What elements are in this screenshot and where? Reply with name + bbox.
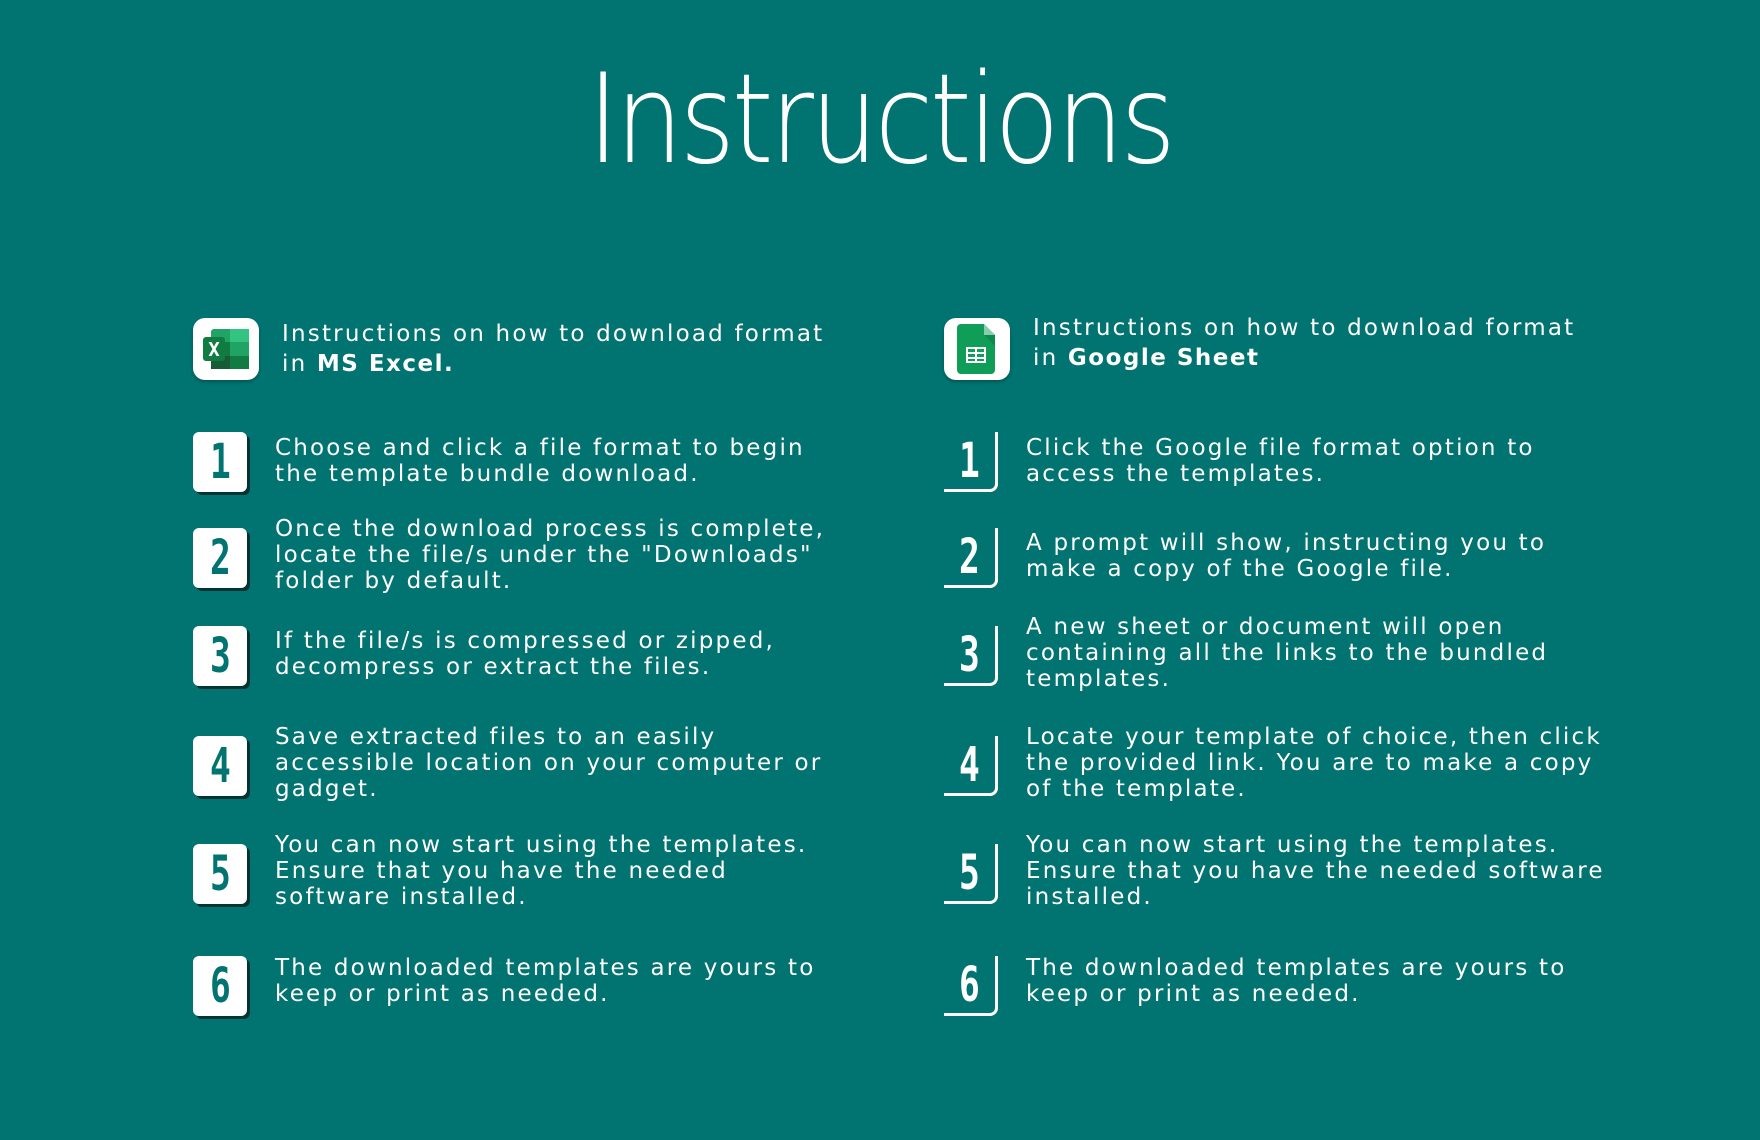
step-text: Locate your template of choice, then click the provided link. You are to make a copy of the template. <box>1026 724 1602 802</box>
excel-step-1 <box>193 432 835 492</box>
sheets-step-3 <box>944 614 1616 692</box>
step-number-badge: 1 <box>944 432 998 492</box>
microsoft-excel-icon <box>193 318 259 380</box>
excel-step-3 <box>193 626 835 686</box>
sheets-instructions-column <box>944 315 1605 1013</box>
step-number-badge: 3 <box>944 626 998 686</box>
excel-header-app-name: MS Excel. <box>316 351 455 377</box>
sheets-step-2 <box>944 528 1616 588</box>
sheets-step-6 <box>944 956 1616 1016</box>
step-number-badge: 4 <box>944 736 998 796</box>
step-text: Click the Google file format option to access the templates. <box>1026 435 1535 487</box>
step-text: Once the download process is complete, locate the file/s under the "Downloads" folder by default. <box>275 516 826 594</box>
excel-step-2 <box>193 516 835 594</box>
step-text: Save extracted files to an easily accessible location on your computer or gadget. <box>275 724 823 802</box>
sheets-header-app-name: Google Sheet <box>1067 345 1260 371</box>
excel-step-4 <box>193 724 835 802</box>
sheets-header-text: Instructions on how to download format in Google Sheet <box>1033 315 1576 371</box>
step-text: A prompt will show, instructing you to make a copy of the Google file. <box>1026 530 1547 582</box>
sheets-step-5 <box>944 832 1616 910</box>
sheets-step-1 <box>944 432 1616 492</box>
step-number-badge: 2 <box>944 528 998 588</box>
step-text: The downloaded templates are yours to keep or print as needed. <box>275 955 816 1007</box>
step-text: Choose and click a file format to begin the template bundle download. <box>275 435 805 487</box>
excel-step-6 <box>193 956 835 1016</box>
sheets-step-4 <box>944 724 1616 802</box>
step-text: You can now start using the templates. Ensure that you have the needed software installed. <box>275 832 808 910</box>
excel-step-5 <box>193 832 835 910</box>
page-title: Instructions <box>587 48 1173 192</box>
step-text: If the file/s is compressed or zipped, decompress or extract the files. <box>275 628 776 680</box>
step-text: A new sheet or document will open containing all the links to the bundled templates. <box>1026 614 1549 692</box>
excel-instructions-column <box>193 318 853 1014</box>
excel-header <box>193 318 853 422</box>
step-number-badge: 6 <box>944 956 998 1016</box>
step-text: The downloaded templates are yours to keep or print as needed. <box>1026 955 1567 1007</box>
step-number-badge: 5 <box>193 844 247 904</box>
step-number-badge: 2 <box>193 528 247 588</box>
step-number-badge: 6 <box>193 956 247 1016</box>
sheets-header <box>944 315 1604 422</box>
step-number-badge: 1 <box>193 432 247 492</box>
step-number-badge: 5 <box>944 844 998 904</box>
step-text: You can now start using the templates. Ensure that you have the needed software installed. <box>1026 832 1605 910</box>
excel-header-text: Instructions on how to download format in MS Excel. <box>282 321 825 377</box>
step-number-badge: 4 <box>193 736 247 796</box>
step-number-badge: 3 <box>193 626 247 686</box>
google-sheets-icon <box>944 318 1010 380</box>
